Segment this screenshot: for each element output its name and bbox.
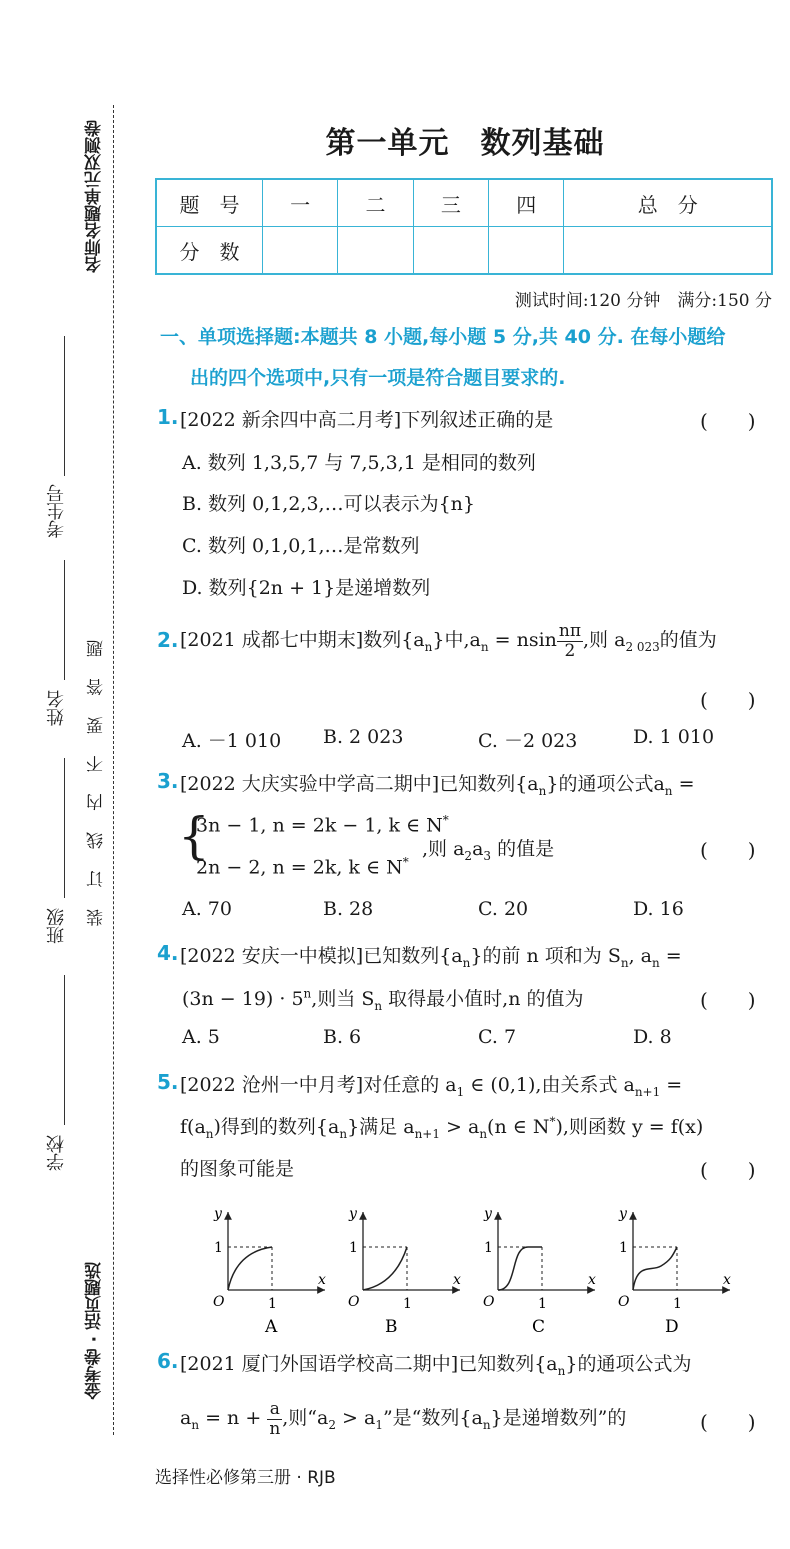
page-title: 第一单元 数列基础 [325, 126, 605, 161]
q4-option-d[interactable]: D. 8 [633, 1026, 672, 1048]
section-header-line1: 一、单项选择题:本题共 8 小题,每小题 5 分,共 40 分. 在每小题给 [160, 326, 726, 348]
q6-stem: [2021 厦门外国语学校高二期中]已知数列$\{a_n\}$的通项公式为 [180, 1353, 692, 1378]
q3-option-c[interactable]: C. 20 [478, 898, 529, 920]
graph-b-label: B [385, 1317, 398, 1337]
graph-b-one-y: 1 [349, 1240, 358, 1256]
footer-book-label: 选择性必修第三册 · RJB [155, 1468, 336, 1488]
score-input-cell[interactable] [263, 227, 338, 275]
score-table-score-row [156, 227, 772, 275]
graph-a[interactable] [213, 1206, 326, 1337]
q2-fraction: $\frac{n\pi}{2}$ [558, 620, 582, 661]
binding-notice: 装 订 线 内 不 要 答 题 [87, 632, 107, 926]
answer-paren[interactable]: ( ) [700, 409, 756, 433]
score-table [155, 178, 773, 275]
graph-d-x: x [723, 1272, 731, 1288]
graph-d-one-x: 1 [673, 1296, 682, 1312]
q1-option-b[interactable]: B. 数列 0,1,2,3,…可以表示为{n} [182, 493, 476, 515]
q3-option-d[interactable]: D. 16 [633, 898, 684, 920]
q1-option-d[interactable]: D. 数列{2n + 1}是递增数列 [182, 577, 431, 599]
score-header-cell: 二 [338, 179, 413, 227]
q3-case-1: 3n − 1, n = 2k − 1, k ∈ N* [196, 813, 449, 837]
graph-d-label: D [665, 1317, 679, 1337]
field-school-label: 学校 [46, 1135, 67, 1171]
graph-b-o: O [348, 1294, 360, 1310]
question-number: 4. [157, 941, 179, 965]
field-student-number-label: 考生号 [46, 484, 67, 538]
q3-brace: { [178, 807, 210, 865]
q2-option-a[interactable]: A. －1 010 [182, 730, 282, 752]
graph-d-y: y [619, 1206, 627, 1222]
q2-option-b[interactable]: B. 2 023 [323, 726, 404, 748]
field-school[interactable] [40, 975, 70, 1175]
q3-case-2: 2n − 2, n = 2k, k ∈ N* [196, 855, 409, 879]
score-input-cell[interactable] [489, 227, 564, 275]
sidebar-top-label: 名师名题单元双测卷 [85, 120, 105, 273]
sidebar-bottom-label: 金考卷 · 活页题选 [85, 1262, 105, 1400]
score-header-cell: 四 [489, 179, 564, 227]
answer-paren[interactable]: ( ) [700, 838, 756, 862]
test-info: 测试时间:120 分钟 满分:150 分 [514, 291, 772, 311]
score-table-header-row [156, 179, 772, 227]
q4-option-c[interactable]: C. 7 [478, 1026, 517, 1048]
field-student-number[interactable] [40, 336, 70, 551]
graph-a-one-x: 1 [268, 1296, 277, 1312]
q6-stem-line2: $a_n = n$ + $\frac{a}{n}$ ,则“$a_2 > a_1$”是“数列$\{a_n\}$是递增数列”的 [180, 1398, 627, 1439]
q5-stem-line2: $f(a_n)$得到的数列$\{a_n\}$满足 $a_{n+1} > a_n(n$ ∈ N*),则函数 y = f(x) [180, 1114, 704, 1141]
score-header-cell: 总 分 [564, 179, 772, 227]
answer-paren[interactable]: ( ) [700, 1410, 756, 1434]
answer-paren[interactable]: ( ) [700, 1158, 756, 1182]
graph-c-one-x: 1 [538, 1296, 547, 1312]
score-row-label: 分 数 [156, 227, 263, 275]
graph-a-y: y [214, 1206, 222, 1222]
graph-c[interactable] [483, 1206, 596, 1337]
graph-c-x: x [588, 1272, 596, 1288]
graph-b-x: x [453, 1272, 461, 1288]
graph-c-o: O [483, 1294, 495, 1310]
score-header-cell: 一 [263, 179, 338, 227]
answer-paren[interactable]: ( ) [700, 988, 756, 1012]
score-header-cell: 题 号 [156, 179, 263, 227]
q4-option-b[interactable]: B. 6 [323, 1026, 362, 1048]
question-number: 3. [157, 769, 179, 793]
graph-c-one-y: 1 [484, 1240, 493, 1256]
field-name-label: 姓名 [46, 690, 67, 726]
q3-stem: [2022 大庆实验中学高二期中]已知数列$\{a_n\}$的通项公式$a_n$ = [180, 773, 695, 798]
graph-a-x: x [318, 1272, 326, 1288]
answer-paren[interactable]: ( ) [700, 688, 756, 712]
graph-b-one-x: 1 [403, 1296, 412, 1312]
question-number: 5. [157, 1070, 179, 1094]
graph-d-o: O [618, 1294, 630, 1310]
score-header-cell: 三 [413, 179, 488, 227]
q5-graphs [200, 1200, 740, 1370]
graph-b[interactable] [348, 1206, 461, 1337]
q4-stem: [2022 安庆一中模拟]已知数列$\{a_n\}$的前 n 项和为 $S_n$, $a_n$ = [180, 945, 682, 970]
question-number: 6. [157, 1349, 179, 1373]
cut-line [113, 105, 114, 1435]
graph-c-y: y [484, 1206, 492, 1222]
field-class-label: 班级 [46, 908, 67, 944]
graph-c-label: C [532, 1317, 546, 1337]
score-input-cell[interactable] [338, 227, 413, 275]
q2-option-d[interactable]: D. 1 010 [633, 726, 715, 748]
q4-option-a[interactable]: A. 5 [182, 1026, 220, 1048]
score-input-cell[interactable] [413, 227, 488, 275]
q4-stem-line2: $(3n - 19) \cdot 5^n$,则当 $S_n$ 取得最小值时,n 的值为 [182, 986, 584, 1013]
graph-a-label: A [265, 1317, 278, 1337]
q6-fraction: $\frac{a}{n}$ [269, 1398, 281, 1439]
graph-a-o: O [213, 1294, 225, 1310]
q3-option-a[interactable]: A. 70 [182, 898, 232, 920]
graph-b-y: y [349, 1206, 357, 1222]
q1-stem: [2022 新余四中高二月考]下列叙述正确的是 [180, 409, 554, 431]
question-number: 1. [157, 405, 179, 429]
q3-option-b[interactable]: B. 28 [323, 898, 374, 920]
field-class[interactable] [40, 758, 70, 963]
section-header-line2: 出的四个选项中,只有一项是符合题目要求的. [190, 367, 566, 389]
score-input-cell[interactable] [564, 227, 772, 275]
q1-option-c[interactable]: C. 数列 0,1,0,1,…是常数列 [182, 535, 420, 557]
q2-stem: [2021 成都七中期末]数列$\{a_n\}$中$,a_n = nsin$ $\frac{n\pi}{2}$ ,则 $a_{2 023}$的值为 [180, 620, 717, 661]
q2-option-c[interactable]: C. －2 023 [478, 730, 578, 752]
q5-stem-line3: 的图象可能是 [180, 1158, 295, 1180]
graph-a-one-y: 1 [214, 1240, 223, 1256]
q1-option-a[interactable]: A. 数列 1,3,5,7 与 7,5,3,1 是相同的数列 [182, 452, 536, 474]
question-number: 2. [157, 628, 179, 652]
q5-stem: [2022 沧州一中月考]对任意的 $a_1$ ∈ (0,1),由关系式 $a_{n+1}$ = [180, 1074, 683, 1099]
q3-tail: ,则 $a_2a_3$ 的值是 [422, 838, 555, 863]
graph-d[interactable] [618, 1206, 731, 1337]
field-name[interactable] [40, 560, 70, 750]
graph-d-one-y: 1 [619, 1240, 628, 1256]
